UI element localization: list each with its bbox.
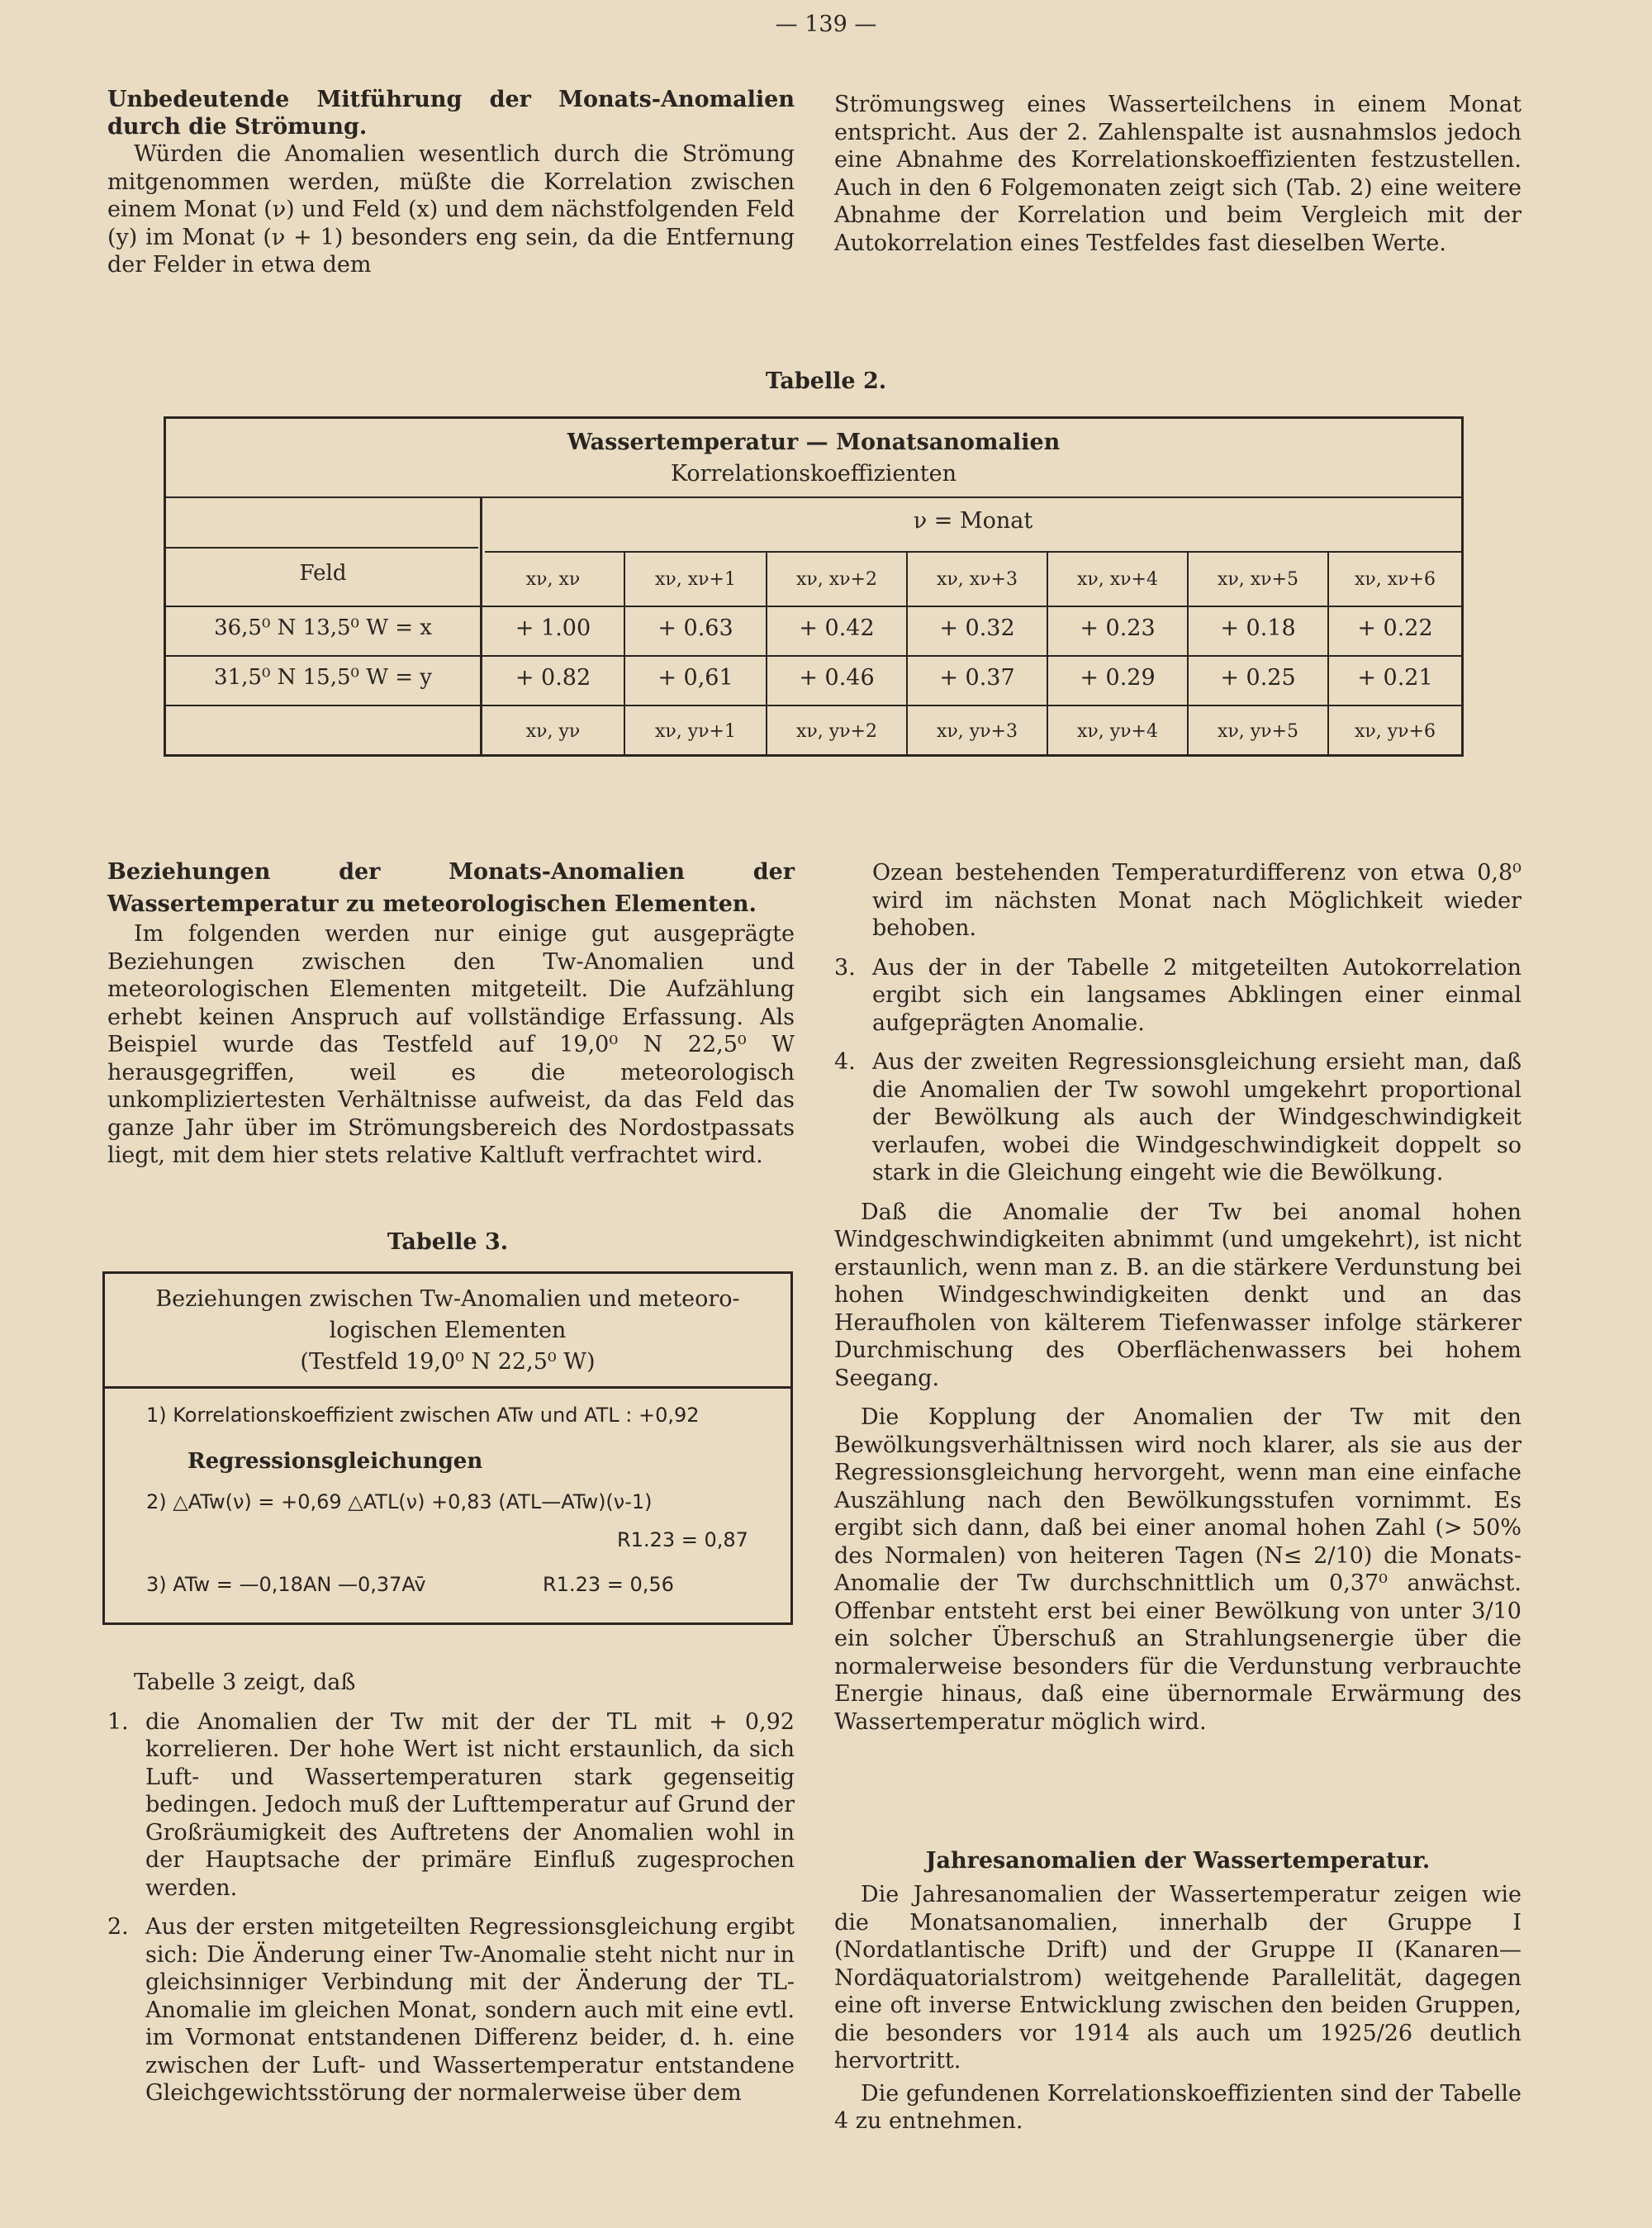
- col-header: xν, xν+6: [1355, 569, 1436, 590]
- numbered-list: [107, 1708, 795, 2107]
- left-section-2: [107, 856, 795, 1170]
- table3-title-line3: (Testfeld 19,0⁰ N 22,5⁰ W): [300, 1349, 596, 1375]
- rule: [166, 606, 1461, 607]
- list-text: Aus der zweiten Regressionsgleichung ersieht man, daß die Anomalien der Tw sowohl umgekehrt proportional der Bewölkung als auch der Windgeschwindigkeit verlaufen, wobei die Windgeschwindigkeit doppelt so stark in die Gleichung eingeht wie die Bewölkung.: [872, 1049, 1521, 1185]
- col-header: xν, xν: [525, 569, 581, 590]
- page-number: — 139 —: [775, 12, 877, 37]
- bottom-header: xν, yν+6: [1354, 721, 1436, 742]
- table-cell: + 0.82: [515, 665, 591, 691]
- list-number: 2.: [107, 1914, 129, 1940]
- table3-title: [105, 1284, 790, 1378]
- list-item: [834, 954, 1521, 1038]
- table-cell: + 0.37: [939, 665, 1015, 691]
- table-cell: + 0.18: [1220, 615, 1296, 641]
- table-cell: + 0.46: [799, 665, 875, 691]
- table-cell: + 0,61: [657, 665, 733, 691]
- bottom-header: xν, yν+2: [795, 721, 877, 742]
- paragraph: Daß die Anomalie der Tw bei anomal hohen Windgeschwindigkeiten abnimmt (und umgekehrt), ist nicht erstaunlich, wenn man z. B. an die stärkere Verdunstung bei hohen Windgeschwindigkeiten denkt und an das Heraufholen von kälterem Tiefenwasser infolge stärkerer Durchmischung des Oberflächenwassers bei hohem Seegang.: [834, 1199, 1521, 1391]
- bottom-header: xν, yν+5: [1217, 721, 1298, 742]
- numbered-list: [834, 954, 1521, 1187]
- bottom-header: xν, yν+1: [654, 721, 736, 742]
- regression-equation-1: 2) △ATw(ν) = +0,69 △ATL(ν) +0,83 (ATL—ATw)(ν-1): [146, 1490, 653, 1513]
- section-heading: Beziehungen der Monats-Anomalien der Wassertemperatur zu meteorologischen Elementen.: [107, 859, 795, 917]
- right-section-2: [834, 859, 1521, 1736]
- list-item: [107, 1708, 795, 1903]
- paragraph: Strömungsweg eines Wasserteilchens in einem Monat entspricht. Aus der 2. Zahlenspalte ist ausnahmslos jedoch eine Abnahme des Korrelationskoeffizienten festzustellen. Auch in den 6 Folgemonaten zeigt sich (Tab. 2) eine weitere Abnahme der Korrelation und beim Vergleich mit der Autokorrelation eines Testfeldes fast dieselben Werte.: [834, 92, 1521, 256]
- bottom-header: xν, yν+3: [936, 721, 1018, 742]
- table-2: [164, 416, 1464, 757]
- row-label-y: 31,5⁰ N 15,5⁰ W = y: [214, 665, 432, 690]
- table-cell: + 0.25: [1220, 665, 1296, 691]
- row-label-x: 36,5⁰ N 13,5⁰ W = x: [214, 615, 432, 640]
- list-intro: Tabelle 3 zeigt, daß: [134, 1670, 356, 1695]
- table2-title-line1: Wassertemperatur — Monatsanomalien: [567, 430, 1061, 455]
- section-heading: Unbedeutende Mitführung der Monats-Anomalien durch die Strömung.: [107, 87, 795, 140]
- col-header: xν, xν+3: [937, 569, 1018, 590]
- table-cell: + 0.21: [1357, 665, 1433, 691]
- col-header: xν, xν+4: [1077, 569, 1158, 590]
- list-text: die Anomalien der Tw mit der der TL mit + 0,92 korrelieren. Der hohe Wert ist nicht erstaunlich, da sich Luft- und Wassertemperaturen stark gegenseitig bedingen. Jedoch muß der Lufttemperatur auf Grund der Großräumigkeit des Auftretens der Anomalien wohl in der Hauptsache der primäre Einfluß zugesprochen werden.: [145, 1708, 795, 1901]
- table-cell: + 0.63: [657, 615, 733, 641]
- feld-label: Feld: [299, 561, 347, 586]
- paragraph: Die Jahresanomalien der Wassertemperatur zeigen wie die Monatsanomalien, innerhalb der Gruppe I (Nordatlantische Drift) und der Gruppe II (Kanaren—Nordäquatorialstrom) weitgehende Parallelität, dagegen eine oft inverse Entwicklung zwischen den beiden Gruppen, die besonders vor 1914 als auch um 1925/26 deutlich hervortritt.: [834, 1882, 1521, 2074]
- nu-header: ν = Monat: [913, 508, 1033, 534]
- list-number: 3.: [834, 954, 856, 981]
- regression-r-2: R1.23 = 0,56: [543, 1573, 674, 1596]
- left-section-1: [107, 86, 795, 279]
- table2-caption: Tabelle 2.: [765, 368, 887, 394]
- paragraph: Im folgenden werden nur einige gut ausgeprägte Beziehungen zwischen den Tw-Anomalien und meteorologischen Elementen mitgeteilt. Die Aufzählung erhebt keinen Anspruch auf vollständige Erfassung. Als Beispiel wurde das Testfeld auf 19,0⁰ N 22,5⁰ W herausgegriffen, weil es die meteorologisch unkompliziertesten Verhältnisse aufweist, da das Feld das ganze Jahr über im Strömungsbereich des Nordostpassats liegt, mit dem hier stets relative Kaltluft verfrachtet wird.: [107, 921, 795, 1168]
- list-number: 4.: [834, 1049, 856, 1075]
- regression-heading: Regressionsgleichungen: [188, 1449, 483, 1474]
- table-cell: + 0.29: [1080, 665, 1156, 691]
- rule: [166, 496, 1461, 498]
- paragraph: Würden die Anomalien wesentlich durch die Strömung mitgenommen werden, müßte die Korrelation zwischen einem Monat (ν) und Feld (x) und dem nächstfolgenden Feld (y) im Monat (ν + 1) besonders eng sein, da die Entfernung der Felder in etwa dem: [107, 141, 795, 278]
- regression-equation-2: 3) ATw = —0,18AN —0,37Av̄: [146, 1573, 426, 1596]
- list-item: [834, 1048, 1521, 1187]
- table2-title-line2: Korrelationskoeffizienten: [670, 461, 957, 487]
- paragraph: Die gefundenen Korrelationskoeffizienten sind der Tabelle 4 zu entnehmen.: [834, 2080, 1521, 2134]
- list-text: Aus der ersten mitgeteilten Regressionsgleichung ergibt sich: Die Änderung einer Tw-Anomalie steht nicht nur in gleichsinniger Verbindung mit der Änderung der TL-Anomalie im gleichen Monat, sondern auch mit eine evtl. im Vormonat entstandenen Differenz beider, d. h. eine zwischen der Luft- und Wassertemperatur entstandene Gleichgewichtsstörung der normalerweise über dem: [145, 1914, 795, 2106]
- table3-title-line2: logischen Elementen: [329, 1318, 567, 1343]
- correlation-line: 1) Korrelationskoeffizient zwischen ATw und ATL : +0,92: [146, 1404, 700, 1427]
- paragraph-continuation: Ozean bestehenden Temperaturdifferenz von etwa 0,8⁰ wird im nächsten Monat nach Möglichkeit wieder behoben.: [872, 860, 1521, 941]
- list-item: [107, 1913, 795, 2107]
- rule: [166, 547, 478, 549]
- right-section-1: [834, 91, 1521, 257]
- table3-title-line1: Beziehungen zwischen Tw-Anomalien und meteoro-: [155, 1286, 740, 1312]
- col-header: xν, xν+1: [655, 569, 736, 590]
- table-cell: + 0.23: [1080, 615, 1156, 641]
- table-3: [102, 1271, 793, 1625]
- list-number: 1.: [107, 1708, 129, 1735]
- section-heading: Jahresanomalien der Wassertemperatur.: [925, 1848, 1431, 1874]
- table2-title: [166, 427, 1461, 490]
- bottom-header: xν, yν: [525, 721, 581, 742]
- right-section-3: [834, 1847, 1521, 2135]
- list-text: Aus der in der Tabelle 2 mitgeteilten Autokorrelation ergibt sich ein langsames Abklingen einer einmal aufgeprägten Anomalie.: [872, 954, 1521, 1036]
- rule: [166, 705, 1461, 706]
- bottom-header: xν, yν+4: [1076, 721, 1158, 742]
- rule: [485, 551, 1461, 553]
- col-header: xν, xν+5: [1218, 569, 1298, 590]
- paragraph: Die Kopplung der Anomalien der Tw mit den Bewölkungsverhältnissen wird noch klarer, als sie aus der Regressionsgleichung hervorgeht, wenn man eine einfache Auszählung nach den Bewölkungsstufen vornimmt. Es ergibt sich dann, daß bei einer anomal hohen Zahl (> 50% des Normalen) von heiteren Tagen (N≤ 2/10) die Monats-Anomalie der Tw durchschnittlich um 0,37⁰ anwächst. Offenbar entsteht erst bei einer Bewölkung von unter 3/10 ein solcher Überschuß an Strahlungsenergie über die normalerweise besonders für die Verdunstung verbrauchte Energie hinaus, daß eine übernormale Erwärmung des Wassertemperatur möglich wird.: [834, 1404, 1521, 1735]
- regression-r-1: R1.23 = 0,87: [617, 1528, 748, 1551]
- table-cell: + 0.42: [799, 615, 875, 641]
- rule: [166, 655, 1461, 657]
- rule: [105, 1386, 790, 1389]
- col-header: xν, xν+2: [796, 569, 877, 590]
- table-cell: + 1.00: [515, 615, 591, 641]
- table3-caption: Tabelle 3.: [387, 1229, 509, 1255]
- table-cell: + 0.32: [939, 615, 1015, 641]
- left-section-3: [107, 1669, 795, 2119]
- table-cell: + 0.22: [1357, 615, 1433, 641]
